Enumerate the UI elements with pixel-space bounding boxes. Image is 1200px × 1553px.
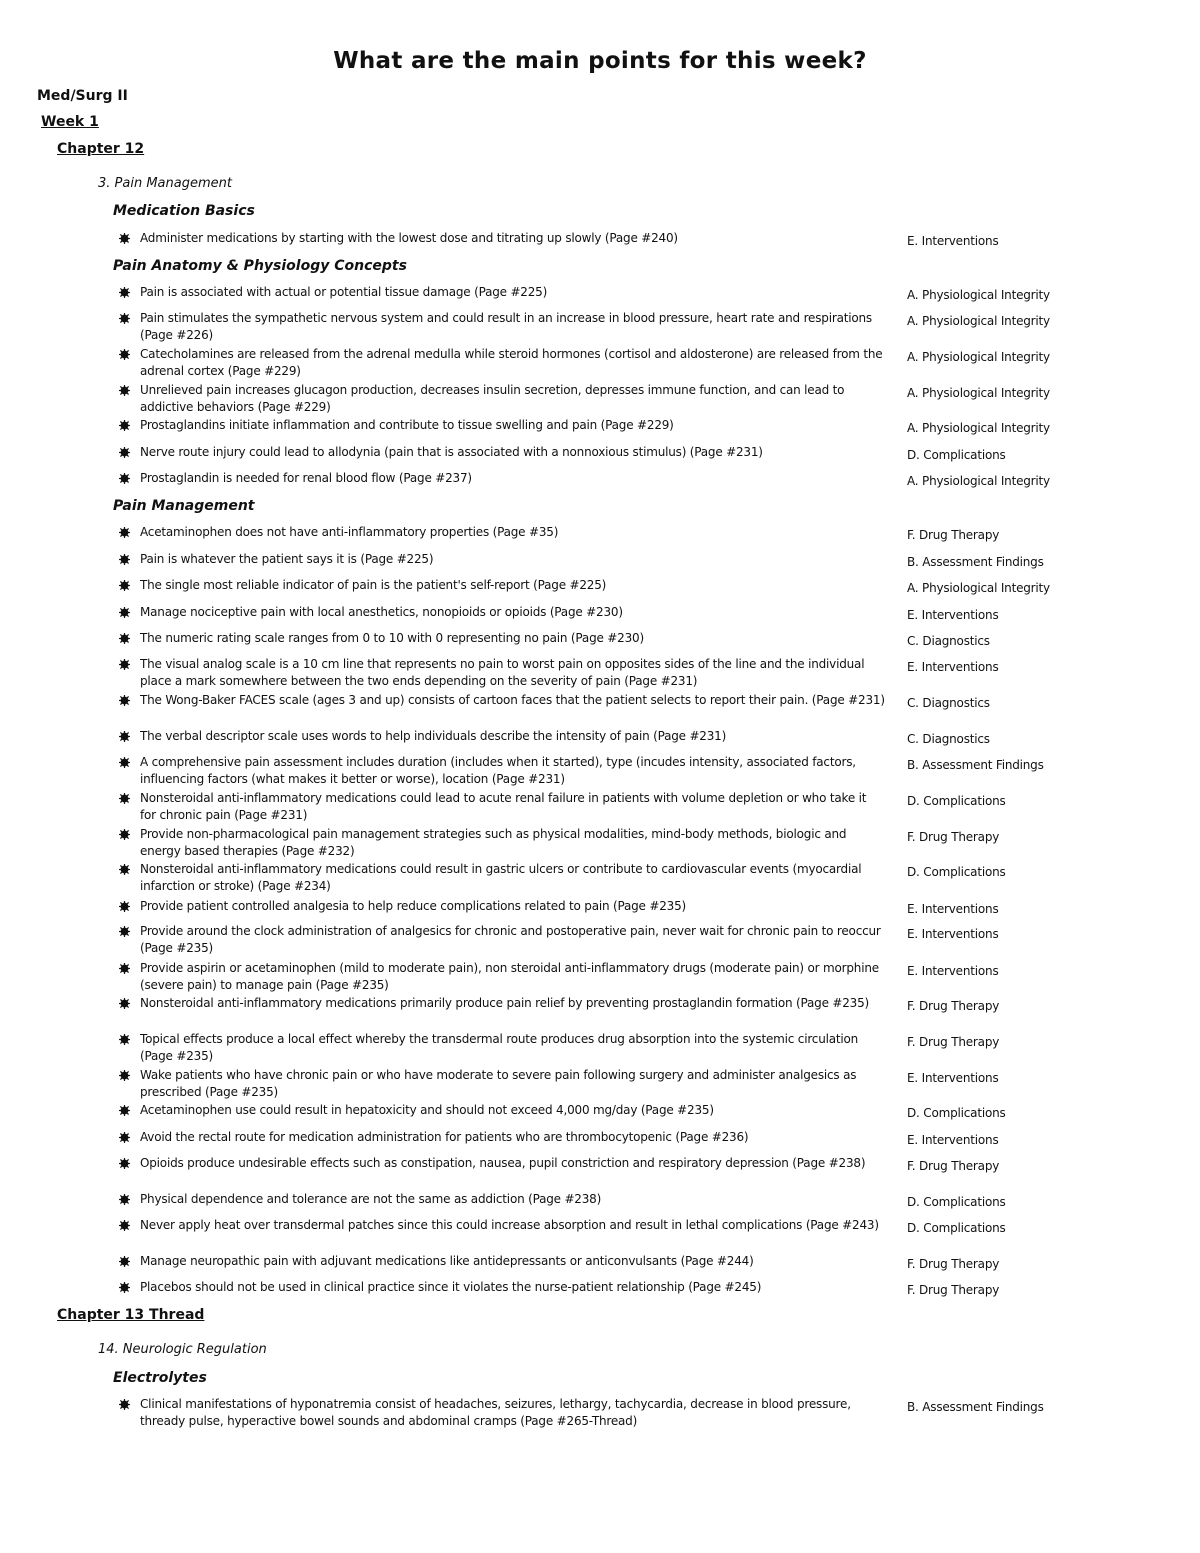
bullet-icon bbox=[119, 527, 130, 538]
item-category: D. Complications bbox=[907, 1106, 1006, 1120]
item-text: Nonsteroidal anti-inflammatory medications could lead to acute renal failure in patients with volume depletion or who take it for chronic pain (Page #231) bbox=[140, 791, 867, 822]
bullet-icon bbox=[119, 554, 130, 565]
bullet-icon bbox=[119, 1070, 130, 1081]
item-category: F. Drug Therapy bbox=[907, 999, 1000, 1013]
item-text: Provide around the clock administration of analgesics for chronic and postoperative pain, never wait for chronic pain to reoccur (Page #235) bbox=[140, 924, 881, 955]
bullet-icon bbox=[119, 1158, 130, 1169]
bullet-icon bbox=[119, 1132, 130, 1143]
item-category: A. Physiological Integrity bbox=[907, 314, 1050, 328]
item-text: Provide non-pharmacological pain management strategies such as physical modalities, mind-body methods, biologic and energy based therapies (Page #232) bbox=[140, 827, 847, 858]
item-category: E. Interventions bbox=[907, 660, 999, 674]
item-text: Prostaglandin is needed for renal blood flow (Page #237) bbox=[140, 471, 472, 485]
item-text: Prostaglandins initiate inflammation and contribute to tissue swelling and pain (Page #229) bbox=[140, 418, 674, 432]
bullet-icon bbox=[119, 580, 130, 591]
item-text: A comprehensive pain assessment includes duration (includes when it started), type (incudes intensity, associated factors, influencing factors (what makes it better or worse), location (Page #231) bbox=[140, 755, 856, 786]
week-heading: Week 1 bbox=[41, 114, 99, 130]
bullet-icon bbox=[119, 233, 130, 244]
item-text: Administer medications by starting with the lowest dose and titrating up slowly (Page #240) bbox=[140, 231, 678, 245]
item-text: Topical effects produce a local effect whereby the transdermal route produces drug absorption into the systemic circulation (Page #235) bbox=[140, 1032, 859, 1063]
item-category: D. Complications bbox=[907, 1221, 1006, 1235]
item-category: E. Interventions bbox=[907, 964, 999, 978]
item-text: Unrelieved pain increases glucagon production, decreases insulin secretion, depresses immune function, and can lead to addictive behaviors (Page #229) bbox=[140, 383, 845, 414]
item-text: Nerve route injury could lead to allodynia (pain that is associated with a nonnoxious stimulus) (Page #231) bbox=[140, 445, 763, 459]
item-text: Acetaminophen does not have anti-inflammatory properties (Page #35) bbox=[140, 525, 559, 539]
item-text: Clinical manifestations of hyponatremia consist of headaches, seizures, lethargy, tachycardia, decrease in blood pressure, thready pulse, hyperactive bowel sounds and abdominal cramps (Page #265-Thread) bbox=[140, 1397, 851, 1428]
item-category: E. Interventions bbox=[907, 1133, 999, 1147]
item-text: Physical dependence and tolerance are not the same as addiction (Page #238) bbox=[140, 1192, 602, 1206]
item-category: A. Physiological Integrity bbox=[907, 421, 1050, 435]
item-category: F. Drug Therapy bbox=[907, 1283, 1000, 1297]
item-category: B. Assessment Findings bbox=[907, 1400, 1044, 1414]
item-text: The visual analog scale is a 10 cm line that represents no pain to worst pain on opposites sides of the line and the individual place a mark somewhere between the two ends depending on the severity of pain (Page #231) bbox=[140, 657, 865, 688]
topic-heading: 14. Neurologic Regulation bbox=[98, 1342, 267, 1357]
bullet-icon bbox=[119, 793, 130, 804]
item-category: D. Complications bbox=[907, 1195, 1006, 1209]
chapter-heading: Chapter 12 bbox=[57, 141, 145, 157]
item-text: Manage neuropathic pain with adjuvant medications like antidepressants or anticonvulsants (Page #244) bbox=[140, 1254, 754, 1268]
item-text: The Wong-Baker FACES scale (ages 3 and up) consists of cartoon faces that the patient selects to report their pain. (Page #231) bbox=[140, 693, 885, 707]
item-text: The verbal descriptor scale uses words to help individuals describe the intensity of pain (Page #231) bbox=[140, 729, 727, 743]
item-category: F. Drug Therapy bbox=[907, 1159, 1000, 1173]
item-category: C. Diagnostics bbox=[907, 634, 990, 648]
item-category: C. Diagnostics bbox=[907, 732, 990, 746]
item-text: Acetaminophen use could result in hepatoxicity and should not exceed 4,000 mg/day (Page #235) bbox=[140, 1103, 714, 1117]
chapter-heading: Chapter 13 Thread bbox=[57, 1307, 205, 1323]
item-text: Catecholamines are released from the adrenal medulla while steroid hormones (cortisol and aldosterone) are released from the adrenal cortex (Page #229) bbox=[140, 347, 883, 378]
item-category: A. Physiological Integrity bbox=[907, 386, 1050, 400]
item-category: B. Assessment Findings bbox=[907, 758, 1044, 772]
item-text: Pain stimulates the sympathetic nervous system and could result in an increase in blood pressure, heart rate and respirations (Page #226) bbox=[140, 311, 872, 342]
item-text: Placebos should not be used in clinical practice since it violates the nurse-patient relationship (Page #245) bbox=[140, 1280, 762, 1294]
bullet-icon bbox=[119, 659, 130, 670]
bullet-icon bbox=[119, 1034, 130, 1045]
item-text: Opioids produce undesirable effects such as constipation, nausea, pupil constriction and respiratory depression (Page #238) bbox=[140, 1156, 866, 1170]
item-text: Provide patient controlled analgesia to help reduce complications related to pain (Page #235) bbox=[140, 899, 686, 913]
item-text: Nonsteroidal anti-inflammatory medications could result in gastric ulcers or contribute to cardiovascular events (myocardial infarction or stroke) (Page #234) bbox=[140, 862, 862, 893]
bullet-icon bbox=[119, 1399, 130, 1410]
bullet-icon bbox=[119, 1105, 130, 1116]
bullet-icon bbox=[119, 447, 130, 458]
item-text: Provide aspirin or acetaminophen (mild to moderate pain), non steroidal anti-inflammatory drugs (moderate pain) or morphine (severe pain) to manage pain (Page #235) bbox=[140, 961, 879, 992]
course-name: Med/Surg II bbox=[37, 88, 128, 104]
item-category: E. Interventions bbox=[907, 902, 999, 916]
bullet-icon bbox=[119, 633, 130, 644]
section-heading-electrolytes: Electrolytes bbox=[113, 1370, 207, 1386]
bullet-icon bbox=[119, 864, 130, 875]
section-heading-pain-management: Pain Management bbox=[113, 498, 255, 514]
bullet-icon bbox=[119, 473, 130, 484]
bullet-icon bbox=[119, 607, 130, 618]
section-heading-pain-anatomy-physiology-concepts: Pain Anatomy & Physiology Concepts bbox=[113, 258, 407, 274]
topic-heading: 3. Pain Management bbox=[98, 176, 232, 191]
item-category: E. Interventions bbox=[907, 1071, 999, 1085]
item-category: F. Drug Therapy bbox=[907, 830, 1000, 844]
item-category: E. Interventions bbox=[907, 927, 999, 941]
bullet-icon bbox=[119, 829, 130, 840]
item-category: E. Interventions bbox=[907, 234, 999, 248]
item-category: D. Complications bbox=[907, 865, 1006, 879]
bullet-icon bbox=[119, 695, 130, 706]
bullet-icon bbox=[119, 731, 130, 742]
item-category: C. Diagnostics bbox=[907, 696, 990, 710]
bullet-icon bbox=[119, 287, 130, 298]
bullet-icon bbox=[119, 901, 130, 912]
bullet-icon bbox=[119, 385, 130, 396]
item-text: The numeric rating scale ranges from 0 to 10 with 0 representing no pain (Page #230) bbox=[140, 631, 644, 645]
item-category: F. Drug Therapy bbox=[907, 528, 1000, 542]
item-text: Manage nociceptive pain with local anesthetics, nonopioids or opioids (Page #230) bbox=[140, 605, 623, 619]
item-text: Pain is associated with actual or potential tissue damage (Page #225) bbox=[140, 285, 548, 299]
bullet-icon bbox=[119, 1256, 130, 1267]
bullet-icon bbox=[119, 1220, 130, 1231]
item-category: A. Physiological Integrity bbox=[907, 474, 1050, 488]
item-category: F. Drug Therapy bbox=[907, 1035, 1000, 1049]
bullet-icon bbox=[119, 1194, 130, 1205]
bullet-icon bbox=[119, 963, 130, 974]
bullet-icon bbox=[119, 926, 130, 937]
item-text: Avoid the rectal route for medication administration for patients who are thrombocytopenic (Page #236) bbox=[140, 1130, 749, 1144]
item-category: A. Physiological Integrity bbox=[907, 350, 1050, 364]
section-heading-medication-basics: Medication Basics bbox=[113, 203, 255, 219]
item-category: A. Physiological Integrity bbox=[907, 288, 1050, 302]
item-category: D. Complications bbox=[907, 448, 1006, 462]
item-category: E. Interventions bbox=[907, 608, 999, 622]
item-category: D. Complications bbox=[907, 794, 1006, 808]
bullet-icon bbox=[119, 420, 130, 431]
item-text: Pain is whatever the patient says it is (Page #225) bbox=[140, 552, 434, 566]
item-text: Never apply heat over transdermal patches since this could increase absorption and result in lethal complications (Page #243) bbox=[140, 1218, 879, 1232]
item-text: Wake patients who have chronic pain or who have moderate to severe pain following surgery and administer analgesics as prescribed (Page #235) bbox=[140, 1068, 857, 1099]
bullet-icon bbox=[119, 998, 130, 1009]
page-title: What are the main points for this week? bbox=[333, 48, 867, 74]
item-text: Nonsteroidal anti-inflammatory medications primarily produce pain relief by preventing prostaglandin formation (Page #235) bbox=[140, 996, 870, 1010]
item-category: B. Assessment Findings bbox=[907, 555, 1044, 569]
bullet-icon bbox=[119, 757, 130, 768]
item-category: F. Drug Therapy bbox=[907, 1257, 1000, 1271]
bullet-icon bbox=[119, 1282, 130, 1293]
item-text: The single most reliable indicator of pain is the patient's self-report (Page #225) bbox=[140, 578, 607, 592]
item-category: A. Physiological Integrity bbox=[907, 581, 1050, 595]
bullet-icon bbox=[119, 349, 130, 360]
bullet-icon bbox=[119, 313, 130, 324]
